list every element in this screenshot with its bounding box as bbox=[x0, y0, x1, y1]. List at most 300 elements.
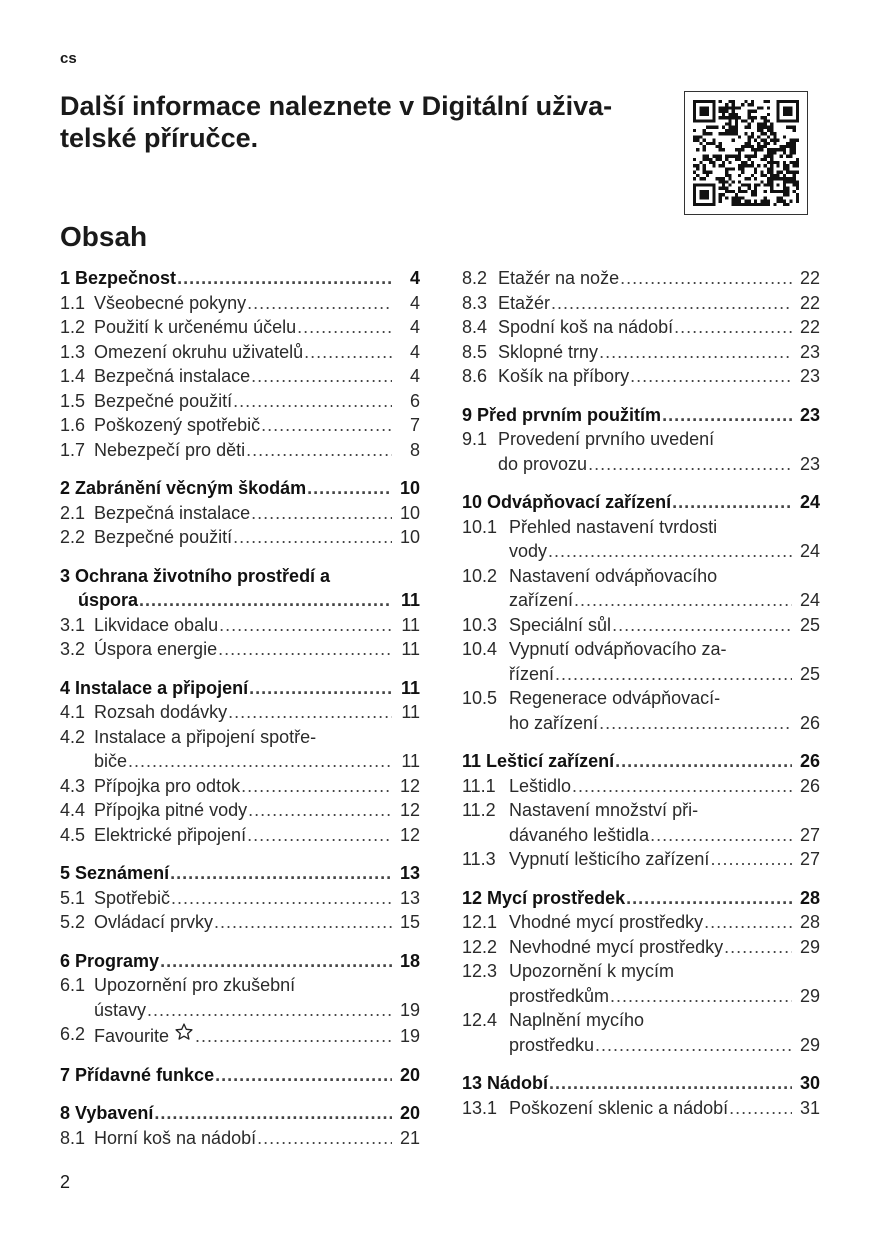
toc-page-number: 12 bbox=[399, 824, 420, 845]
toc-entry[interactable] bbox=[462, 515, 820, 564]
toc-chapter[interactable] bbox=[462, 403, 820, 428]
toc-chapter[interactable] bbox=[60, 676, 420, 701]
toc-number: 11.2 bbox=[462, 800, 496, 820]
toc-title-line: Upozornění pro zkušební bbox=[94, 975, 296, 995]
toc-chapter-number: 6 bbox=[60, 950, 71, 971]
toc-page-number: 4 bbox=[409, 366, 420, 386]
toc-number: 4.4 bbox=[60, 800, 86, 820]
toc-entry[interactable] bbox=[462, 266, 820, 291]
toc-title-text: Nebezpečí pro děti bbox=[94, 439, 246, 460]
toc-number: 1.6 bbox=[60, 415, 86, 435]
toc-title-text: prostředku bbox=[509, 1034, 595, 1055]
toc-chapter[interactable] bbox=[60, 476, 420, 501]
toc-page-number: 12 bbox=[399, 800, 420, 820]
dot-leader bbox=[662, 403, 792, 428]
dot-leader bbox=[630, 364, 792, 389]
toc-title: Obsah bbox=[60, 221, 148, 252]
dot-leader bbox=[650, 823, 792, 848]
toc-number: 4.1 bbox=[60, 702, 86, 722]
toc-chapter[interactable] bbox=[462, 1071, 820, 1096]
toc-line bbox=[462, 823, 820, 848]
toc-line bbox=[60, 910, 420, 935]
dot-leader bbox=[548, 539, 792, 564]
toc-chapter-number: 13 bbox=[462, 1073, 483, 1093]
dot-leader bbox=[171, 886, 392, 911]
toc-chapter-number: 11 bbox=[462, 751, 482, 771]
dot-leader bbox=[233, 389, 392, 414]
toc-title-line: Upozornění k mycím bbox=[509, 961, 675, 981]
toc-title-line: Přehled nastavení tvrdosti bbox=[509, 516, 718, 537]
toc-line bbox=[60, 798, 420, 823]
toc-entry[interactable] bbox=[462, 686, 820, 735]
toc-number: 13.1 bbox=[462, 1097, 498, 1118]
toc-entry[interactable] bbox=[60, 501, 420, 526]
toc-title-text: Speciální sůl bbox=[509, 614, 612, 635]
toc-page-number: 26 bbox=[799, 775, 820, 796]
toc-title-text: prostředkům bbox=[509, 985, 610, 1006]
toc-entry[interactable] bbox=[60, 798, 420, 823]
toc-entry[interactable] bbox=[60, 364, 420, 389]
dot-leader bbox=[729, 1096, 792, 1121]
toc-page-number: 13 bbox=[399, 863, 420, 883]
toc-title-text: zařízení bbox=[509, 590, 574, 610]
toc-number: 5.2 bbox=[60, 912, 86, 932]
toc-line bbox=[462, 291, 820, 316]
toc-page-number: 11 bbox=[400, 590, 420, 610]
toc-title-text: Bezpečné použití bbox=[94, 390, 233, 411]
toc-page-number: 29 bbox=[799, 985, 820, 1006]
toc-line bbox=[60, 613, 420, 638]
toc-line bbox=[60, 774, 420, 799]
toc-chapter[interactable] bbox=[60, 266, 420, 291]
toc-page-number: 27 bbox=[799, 824, 820, 845]
toc-line bbox=[462, 1071, 820, 1096]
toc-number: 4.2 bbox=[60, 726, 86, 747]
toc-title-text: ho zařízení bbox=[509, 712, 599, 733]
toc-title-line: Nastavení odvápňovacího bbox=[509, 565, 718, 586]
toc-chapter[interactable] bbox=[462, 490, 820, 515]
toc-title-text: Spodní koš na nádobí bbox=[498, 317, 674, 337]
toc-page-number: 22 bbox=[799, 317, 820, 337]
toc-chapter[interactable] bbox=[60, 1063, 420, 1088]
toc-title-text: Košík na příbory bbox=[498, 366, 630, 386]
toc-page-number: 7 bbox=[409, 415, 420, 435]
toc-line bbox=[60, 676, 420, 701]
toc-entry[interactable] bbox=[60, 637, 420, 662]
toc-page-number: 29 bbox=[799, 936, 820, 957]
dot-leader bbox=[247, 823, 392, 848]
toc-number: 12.1 bbox=[462, 912, 498, 932]
dot-leader bbox=[195, 1024, 392, 1049]
toc-page-number: 28 bbox=[799, 912, 820, 932]
toc-title-text: Vhodné mycí prostředky bbox=[509, 912, 704, 932]
toc-title-text: Vybavení bbox=[75, 1103, 154, 1123]
toc-title-text: vody bbox=[509, 541, 548, 561]
toc-entry[interactable] bbox=[462, 613, 820, 638]
toc-number: 1.3 bbox=[60, 341, 86, 362]
toc-page-number: 25 bbox=[799, 614, 820, 635]
toc-chapter-number: 1 bbox=[60, 268, 71, 288]
toc-line bbox=[462, 340, 820, 365]
toc-title-text: Favourite bbox=[94, 1026, 170, 1046]
page-number: 2 bbox=[60, 1172, 71, 1192]
toc-chapter[interactable] bbox=[462, 749, 820, 774]
toc-entry[interactable] bbox=[462, 798, 820, 847]
dot-leader bbox=[724, 935, 792, 960]
toc-entry[interactable] bbox=[462, 340, 820, 365]
toc-entry[interactable] bbox=[60, 291, 420, 316]
toc-entry[interactable] bbox=[60, 340, 420, 365]
toc-number: 3.1 bbox=[60, 614, 86, 635]
toc-number: 10.1 bbox=[462, 516, 498, 537]
toc-line bbox=[60, 438, 420, 463]
toc-line bbox=[60, 1126, 420, 1151]
toc-title-line bbox=[60, 564, 420, 589]
toc-entry[interactable] bbox=[462, 364, 820, 389]
dot-leader bbox=[704, 910, 792, 935]
toc-page-number: 4 bbox=[409, 341, 420, 362]
toc-page-number: 26 bbox=[799, 712, 820, 733]
toc-line bbox=[462, 847, 820, 872]
toc-title-text: Zabránění věcným škodám bbox=[75, 478, 307, 498]
toc-line bbox=[462, 910, 820, 935]
toc-entry[interactable] bbox=[60, 389, 420, 414]
toc-page-number: 10 bbox=[399, 502, 420, 523]
toc-entry[interactable] bbox=[462, 959, 820, 1008]
toc-entry[interactable] bbox=[462, 564, 820, 613]
star-outline-icon bbox=[174, 1022, 194, 1049]
toc-title-text: Odvápňovací zařízení bbox=[487, 492, 672, 512]
qr-code-icon bbox=[684, 91, 808, 215]
toc-number: 1.1 bbox=[60, 292, 86, 313]
toc-line bbox=[60, 637, 420, 662]
toc-number: 10.3 bbox=[462, 614, 498, 635]
toc-title-text: biče bbox=[94, 751, 128, 771]
toc-entry[interactable] bbox=[60, 1126, 420, 1151]
toc-chapter[interactable] bbox=[60, 861, 420, 886]
toc-page-number: 23 bbox=[799, 404, 820, 425]
toc-line bbox=[60, 501, 420, 526]
toc-chapter-number: 7 bbox=[60, 1064, 71, 1085]
toc-number: 8.4 bbox=[462, 317, 488, 337]
toc-entry[interactable] bbox=[462, 847, 820, 872]
toc-entry[interactable] bbox=[462, 1096, 820, 1121]
toc-title-text: ústavy bbox=[94, 999, 147, 1020]
headline-line-2: telské příručce. bbox=[60, 123, 259, 153]
toc-page-number: 10 bbox=[399, 527, 420, 547]
toc-line bbox=[462, 711, 820, 736]
toc-page-number: 6 bbox=[409, 390, 420, 411]
toc-page-number: 18 bbox=[399, 950, 420, 971]
toc-title-text: Poškození sklenic a nádobí bbox=[509, 1097, 729, 1118]
toc-title-line: Nastavení množství při- bbox=[509, 800, 699, 820]
dot-leader bbox=[251, 364, 392, 389]
headline-line-1: Další informace naleznete v Digitální uživa- bbox=[60, 91, 613, 121]
toc-line bbox=[60, 413, 420, 438]
toc-entry[interactable] bbox=[60, 823, 420, 848]
toc-line bbox=[60, 315, 420, 340]
dot-leader bbox=[214, 910, 392, 935]
toc-line bbox=[60, 476, 420, 501]
toc-title-text: Ochrana životního prostředí a bbox=[75, 565, 331, 586]
toc-page-number: 24 bbox=[799, 492, 820, 512]
dot-leader bbox=[215, 1063, 392, 1088]
toc-page-number: 4 bbox=[409, 292, 420, 313]
toc-title-text: Omezení okruhu uživatelů bbox=[94, 341, 304, 362]
toc-title-text: do provozu bbox=[498, 453, 588, 474]
dot-leader bbox=[588, 452, 792, 477]
toc-number: 10.5 bbox=[462, 688, 498, 708]
toc-page-number: 10 bbox=[399, 478, 420, 498]
toc-page-number: 8 bbox=[409, 439, 420, 460]
toc-entry[interactable] bbox=[60, 973, 420, 1022]
toc-title-text: Rozsah dodávky bbox=[94, 702, 228, 722]
toc-line bbox=[462, 749, 820, 774]
toc-line bbox=[60, 886, 420, 911]
toc-number: 6.2 bbox=[60, 1024, 86, 1044]
toc-entry[interactable] bbox=[462, 427, 820, 476]
toc-number: 1.7 bbox=[60, 439, 86, 460]
toc-page-number: 28 bbox=[799, 887, 820, 908]
toc-column-right bbox=[462, 266, 820, 1120]
toc-line bbox=[462, 364, 820, 389]
toc-page-number: 30 bbox=[799, 1073, 820, 1093]
toc-line bbox=[60, 340, 420, 365]
toc-page-number: 11 bbox=[401, 751, 420, 771]
toc-line bbox=[462, 588, 820, 613]
toc-number: 8.1 bbox=[60, 1127, 86, 1148]
toc-chapter-number: 2 bbox=[60, 478, 71, 498]
toc-number: 12.2 bbox=[462, 936, 498, 957]
toc-entry[interactable] bbox=[462, 291, 820, 316]
toc-title-text: Spotřebič bbox=[94, 887, 171, 908]
toc-title-text: Seznámení bbox=[75, 863, 170, 883]
toc-page-number: 22 bbox=[799, 268, 820, 288]
toc-line bbox=[462, 886, 820, 911]
toc-entry[interactable] bbox=[462, 935, 820, 960]
toc-page-number: 20 bbox=[399, 1064, 420, 1085]
dot-leader bbox=[599, 711, 792, 736]
toc-entry[interactable] bbox=[60, 910, 420, 935]
toc-title-text: Programy bbox=[75, 950, 160, 971]
toc-entry[interactable] bbox=[60, 413, 420, 438]
toc-number: 4.5 bbox=[60, 824, 86, 845]
dot-leader bbox=[620, 266, 792, 291]
toc-page-number: 15 bbox=[399, 912, 420, 932]
toc-page-number: 11 bbox=[401, 639, 420, 659]
toc-title-text: Nevhodné mycí prostředky bbox=[509, 936, 724, 957]
toc-line bbox=[60, 266, 420, 291]
toc-entry[interactable] bbox=[462, 1008, 820, 1057]
toc-page-number: 12 bbox=[399, 775, 420, 796]
toc-chapter[interactable] bbox=[60, 949, 420, 974]
toc-title-line: Provedení prvního uvedení bbox=[498, 429, 715, 449]
toc-title-text: Přípojka pitné vody bbox=[94, 800, 248, 820]
toc-chapter-number: 12 bbox=[462, 887, 483, 908]
toc-chapter[interactable] bbox=[462, 886, 820, 911]
dot-leader bbox=[147, 998, 392, 1023]
toc-chapter-number: 8 bbox=[60, 1103, 71, 1123]
headline bbox=[60, 90, 670, 154]
toc-title-line: Naplnění mycího bbox=[509, 1010, 645, 1030]
dot-leader bbox=[612, 613, 792, 638]
toc-entry[interactable] bbox=[60, 725, 420, 774]
toc-number: 8.2 bbox=[462, 268, 488, 288]
toc-line bbox=[462, 935, 820, 960]
toc-title-text: Přídavné funkce bbox=[75, 1064, 215, 1085]
dot-leader bbox=[710, 847, 792, 872]
toc-entry[interactable] bbox=[462, 637, 820, 686]
toc-number: 1.5 bbox=[60, 390, 86, 411]
toc-chapter[interactable] bbox=[60, 564, 420, 613]
dot-leader bbox=[251, 501, 392, 526]
dot-leader bbox=[154, 1101, 392, 1126]
toc-entry[interactable] bbox=[60, 886, 420, 911]
toc-title-line: Regenerace odvápňovací- bbox=[509, 688, 721, 708]
toc-line bbox=[462, 1096, 820, 1121]
toc-title-text: Elektrické připojení bbox=[94, 824, 247, 845]
toc-title-text: Bezpečné použití bbox=[94, 527, 233, 547]
toc-title-text: úspora bbox=[78, 590, 139, 610]
toc-line bbox=[60, 749, 420, 774]
toc-entry[interactable] bbox=[462, 315, 820, 340]
toc-number: 3.2 bbox=[60, 639, 86, 659]
dot-leader bbox=[219, 613, 392, 638]
toc-column-left bbox=[60, 266, 420, 1150]
toc-entry[interactable] bbox=[462, 774, 820, 799]
toc-number: 11.3 bbox=[462, 849, 496, 869]
dot-leader bbox=[246, 438, 392, 463]
language-code: cs bbox=[60, 50, 77, 67]
dot-leader bbox=[307, 476, 392, 501]
dot-leader bbox=[555, 662, 792, 687]
dot-leader bbox=[128, 749, 392, 774]
toc-entry[interactable] bbox=[462, 910, 820, 935]
toc-title-text: Přípojka pro odtok bbox=[94, 775, 241, 796]
toc-number: 10.2 bbox=[462, 565, 498, 586]
toc-title-text: Bezpečná instalace bbox=[94, 366, 251, 386]
toc-number: 10.4 bbox=[462, 639, 498, 659]
toc-page-number: 20 bbox=[399, 1103, 420, 1123]
toc-number: 9.1 bbox=[462, 429, 488, 449]
toc-entry[interactable] bbox=[60, 774, 420, 799]
toc-title-line: Instalace a připojení spotře- bbox=[94, 726, 317, 747]
toc-entry[interactable] bbox=[60, 613, 420, 638]
toc-page-number: 25 bbox=[799, 663, 820, 684]
toc-title-text: Likvidace obalu bbox=[94, 614, 219, 635]
toc-page-number: 11 bbox=[401, 702, 420, 722]
toc-page-number: 23 bbox=[799, 453, 820, 474]
dot-leader bbox=[249, 676, 392, 701]
toc-line bbox=[462, 490, 820, 515]
toc-entry[interactable] bbox=[60, 1022, 420, 1049]
toc-page-number: 27 bbox=[799, 849, 820, 869]
toc-title-text: Etažér na nože bbox=[498, 268, 620, 288]
toc-title-text: Etažér bbox=[498, 292, 551, 313]
toc-page-number: 4 bbox=[409, 317, 420, 337]
dot-leader bbox=[549, 1071, 792, 1096]
dot-leader bbox=[257, 1126, 392, 1151]
dot-leader bbox=[233, 525, 392, 550]
toc-title-text: Bezpečná instalace bbox=[94, 502, 251, 523]
toc-page-number: 23 bbox=[799, 341, 820, 362]
toc-line bbox=[60, 861, 420, 886]
toc-number: 5.1 bbox=[60, 887, 86, 908]
toc-page-number: 4 bbox=[409, 268, 420, 288]
dot-leader bbox=[674, 315, 792, 340]
toc-number: 6.1 bbox=[60, 975, 86, 995]
toc-title-text: Úspora energie bbox=[94, 639, 218, 659]
toc-page-number: 11 bbox=[401, 614, 420, 635]
toc-number: 2.1 bbox=[60, 502, 86, 523]
toc-line bbox=[462, 403, 820, 428]
toc-chapter-number: 4 bbox=[60, 677, 71, 698]
dot-leader bbox=[599, 340, 792, 365]
toc-page-number: 26 bbox=[799, 751, 820, 771]
toc-number: 1.2 bbox=[60, 317, 86, 337]
toc-number: 3 bbox=[60, 565, 71, 586]
toc-title-text: Horní koš na nádobí bbox=[94, 1127, 257, 1148]
dot-leader bbox=[218, 637, 392, 662]
toc-line bbox=[462, 266, 820, 291]
dot-leader bbox=[297, 315, 392, 340]
dot-leader bbox=[241, 774, 392, 799]
dot-leader bbox=[595, 1033, 792, 1058]
toc-line bbox=[462, 613, 820, 638]
dot-leader bbox=[615, 749, 792, 774]
toc-line bbox=[60, 823, 420, 848]
toc-line bbox=[60, 588, 420, 613]
toc-page-number: 29 bbox=[799, 1034, 820, 1055]
toc-line bbox=[462, 315, 820, 340]
toc-page-number: 11 bbox=[400, 677, 420, 698]
toc-entry[interactable] bbox=[60, 525, 420, 550]
dot-leader bbox=[228, 700, 392, 725]
dot-leader bbox=[626, 886, 792, 911]
toc-number: 8.6 bbox=[462, 366, 488, 386]
toc-line bbox=[60, 700, 420, 725]
toc-page-number: 31 bbox=[799, 1097, 820, 1118]
toc-line bbox=[462, 1033, 820, 1058]
toc-line bbox=[462, 662, 820, 687]
toc-number: 12.3 bbox=[462, 961, 498, 981]
toc-page-number: 22 bbox=[799, 292, 820, 313]
dot-leader bbox=[672, 490, 792, 515]
dot-leader bbox=[248, 798, 392, 823]
toc-title-text: Instalace a připojení bbox=[75, 677, 249, 698]
toc-line bbox=[60, 1063, 420, 1088]
toc-number: 12.4 bbox=[462, 1010, 498, 1030]
toc-entry[interactable] bbox=[60, 315, 420, 340]
toc-line bbox=[60, 364, 420, 389]
toc-title-line: Vypnutí odvápňovacího za- bbox=[509, 639, 727, 659]
toc-line bbox=[60, 389, 420, 414]
toc-line bbox=[462, 984, 820, 1009]
toc-chapter[interactable] bbox=[60, 1101, 420, 1126]
toc-title-text: Ovládací prvky bbox=[94, 912, 214, 932]
toc-title-text: Před prvním použitím bbox=[477, 404, 662, 425]
toc-line bbox=[60, 998, 420, 1023]
toc-number: 8.5 bbox=[462, 341, 488, 362]
toc-line bbox=[60, 1022, 420, 1049]
toc-entry[interactable] bbox=[60, 700, 420, 725]
toc-line bbox=[462, 539, 820, 564]
toc-page-number: 24 bbox=[799, 590, 820, 610]
toc-title-text: Vypnutí lešticího zařízení bbox=[509, 849, 710, 869]
toc-entry[interactable] bbox=[60, 438, 420, 463]
dot-leader bbox=[247, 291, 392, 316]
dot-leader bbox=[139, 588, 392, 613]
